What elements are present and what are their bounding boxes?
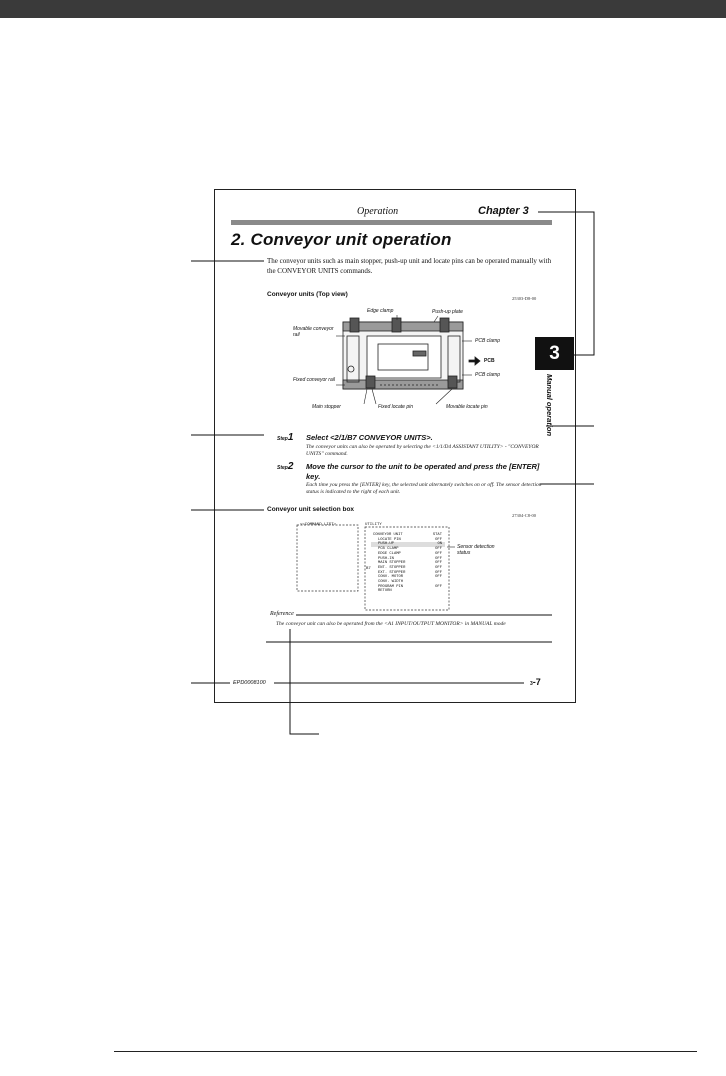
label-fixed-rail: Fixed conveyor rail <box>293 377 335 383</box>
list-title-row: CONVEYOR UNIT STAT <box>373 533 442 537</box>
label-pcb: PCB <box>484 358 495 364</box>
side-mark: B7 <box>366 567 371 571</box>
label-push-up-plate: Push-up plate <box>432 309 463 315</box>
utility-label: UTILITY <box>365 523 382 527</box>
list-item[interactable]: PUSH-IN OFF <box>378 556 442 561</box>
label-movable-pin: Movable locate pin <box>446 404 488 410</box>
bottom-rule <box>114 1051 697 1052</box>
command-list-label: <<COMMAND_LIST> <box>300 523 337 527</box>
list-item[interactable]: ENT. STOPPER OFF <box>378 565 442 570</box>
step1-note: The conveyor units can also be operated by selecting the <1/1/D4 ASSISTANT UTILITY> - "CONVEYOR UNITS" command. <box>306 444 539 457</box>
step1-text: Select <2/1/B7 CONVEYOR UNITS>. <box>306 433 433 442</box>
list-item[interactable]: PCB CLAMP OFF <box>378 547 442 552</box>
label-pcb-clamp-bottom: PCB clamp <box>475 372 501 378</box>
list-item[interactable]: CONV. WIDTH <box>378 580 404 585</box>
footer-page-number: 3-7 <box>530 677 541 687</box>
page-title: 2. Conveyor unit operation <box>231 230 452 249</box>
chapter-tab-label: Manual operation <box>545 374 554 437</box>
figure2-id: 27304-C8-00 <box>512 513 536 518</box>
label-edge-clamp: Edge clamp <box>367 308 394 314</box>
list-item[interactable]: CONV. MOTOR OFF <box>378 575 442 580</box>
sensor-detection-label: Sensor detection status <box>457 544 495 556</box>
intro-text: The conveyor units such as main stopper, push-up unit and locate pins can be operated manually with the CONVEYOR UNITS commands. <box>267 257 552 275</box>
figure1-heading: Conveyor units (Top view) <box>267 291 348 298</box>
list-item[interactable]: RETURN <box>378 589 392 594</box>
chapter-tab: 3 <box>535 337 574 370</box>
list-item-selected[interactable]: PUSH-UP ON <box>371 542 445 547</box>
list-item[interactable]: MAIN STOPPER OFF <box>378 561 442 566</box>
list-item[interactable]: EXT. STOPPER OFF <box>378 570 442 575</box>
list-item[interactable]: PROGRAM PIN OFF <box>378 584 442 589</box>
list-item[interactable]: EDGE CLAMP OFF <box>378 551 442 556</box>
step2-note: Each time you press the [ENTER] key, the selected unit alternately switches on or off. The sensor detection status is indicated to the right of each unit. <box>306 482 542 495</box>
step1-marker: Step1 <box>277 432 294 443</box>
label-fixed-pin: Fixed locate pin <box>378 404 414 410</box>
footer-doc-code: EPD0008100 <box>233 680 266 686</box>
step2-marker: Step2 <box>277 461 294 472</box>
list-item[interactable]: LOCATE PIN OFF <box>378 537 442 542</box>
conveyor-drawing <box>343 318 480 389</box>
step2-text: Move the cursor to the unit to be operated and press the [ENTER] key. <box>306 462 540 481</box>
reference-label: Reference <box>270 611 294 617</box>
conveyor-unit-list <box>371 533 445 594</box>
label-movable-rail: Movable conveyor rail <box>293 326 334 338</box>
figure2-heading: Conveyor unit selection box <box>267 506 355 513</box>
label-main-stopper: Main stopper <box>312 404 341 410</box>
header-chapter: Chapter 3 <box>478 205 529 217</box>
header-section: Operation <box>357 206 399 217</box>
reference-text: The conveyor unit can also be operated from the <A1 INPUT/OUTPUT MONITOR> in MANUAL mode <box>276 621 506 627</box>
label-pcb-clamp-top: PCB clamp <box>475 338 501 344</box>
figure1-id: 25303-D8-00 <box>512 296 537 301</box>
